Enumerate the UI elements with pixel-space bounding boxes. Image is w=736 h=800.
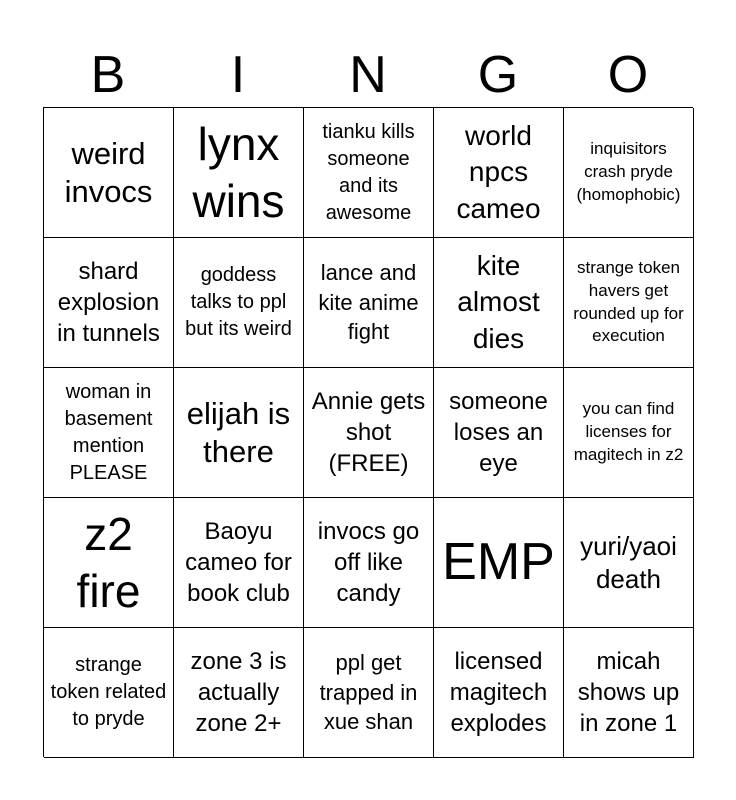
bingo-board [43,107,693,757]
cell-text: tianku kills someone and its awesome [322,120,415,224]
bingo-cell[interactable] [44,108,174,238]
bingo-cell[interactable] [174,498,304,628]
bingo-cell[interactable] [564,628,694,758]
bingo-cell[interactable] [44,368,174,498]
header-letter-i: I [230,46,246,104]
cell-text: yuri/yaoi death [580,531,677,594]
cell-text: you can find licenses for magitech in z2 [573,399,684,464]
bingo-cell[interactable] [304,368,434,498]
cell-text: shard explosion in tunnels [57,257,160,348]
bingo-cell[interactable] [564,238,694,368]
bingo-cell[interactable] [174,368,304,498]
cell-text: kite almost dies [457,249,540,354]
cell-text: EMP [442,532,555,591]
bingo-cell[interactable] [174,108,304,238]
cell-text: elijah is there [186,396,291,469]
bingo-cell[interactable] [434,628,564,758]
cell-text: zone 3 is actually zone 2+ [190,647,287,738]
bingo-cell[interactable] [174,628,304,758]
cell-text: inquisitors crash pryde (homophobic) [576,139,681,204]
cell-text: strange token havers get rounded up for execution [573,257,684,346]
bingo-cell[interactable] [304,628,434,758]
bingo-cell[interactable] [564,108,694,238]
cell-text: ppl get trapped in xue shan [319,649,418,735]
cell-text: someone loses an eye [449,387,548,478]
header-letter-n: N [349,46,387,104]
header-letter-b: B [90,46,126,104]
cell-text: weird invocs [64,136,153,209]
bingo-cell[interactable] [564,368,694,498]
cell-text: micah shows up in zone 1 [577,647,680,738]
cell-text: woman in basement mention PLEASE [64,380,153,484]
bingo-header [43,44,693,106]
cell-text: invocs go off like candy [317,517,420,608]
cell-text: world npcs cameo [456,119,541,224]
bingo-cell[interactable] [44,498,174,628]
header-letter-g: G [477,46,519,104]
bingo-cell[interactable] [304,108,434,238]
bingo-cell[interactable] [44,238,174,368]
bingo-cell[interactable] [434,368,564,498]
cell-text: Baoyu cameo for book club [185,517,292,608]
bingo-cell[interactable] [434,108,564,238]
cell-text: strange token related to pryde [50,654,167,730]
header-letter-o: O [607,46,649,104]
cell-text: goddess talks to ppl but its weird [185,264,292,340]
cell-text: z2 fire [76,508,141,617]
cell-text: lynx wins [192,118,285,227]
bingo-cell[interactable] [564,498,694,628]
bingo-cell[interactable] [44,628,174,758]
bingo-cell[interactable] [304,238,434,368]
bingo-cell[interactable] [304,498,434,628]
cell-text: Annie gets shot (FREE) [311,387,426,478]
bingo-cell[interactable] [434,498,564,628]
cell-text: licensed magitech explodes [449,647,548,738]
bingo-cell[interactable] [174,238,304,368]
cell-text: lance and kite anime fight [318,259,419,345]
bingo-cell[interactable] [434,238,564,368]
